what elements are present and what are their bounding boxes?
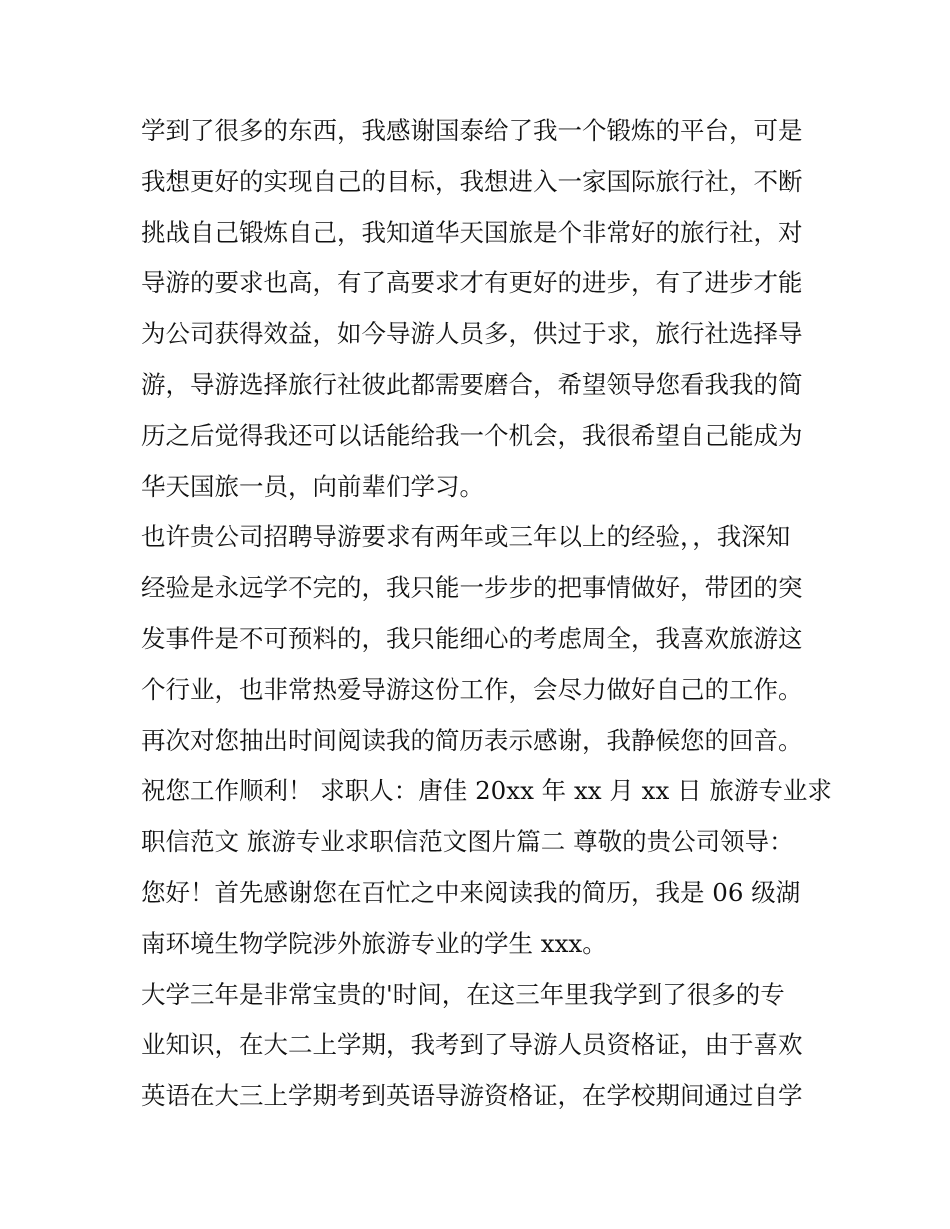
text-line: 华天国旅一员，向前辈们学习。 [141, 471, 484, 501]
text-line: 个行业，也非常热爱导游这份工作，会尽力做好自己的工作。 [141, 674, 803, 704]
text-line: 南环境生物学院涉外旅游专业的学生 xxx。 [141, 928, 607, 958]
text-line: 业知识，在大二上学期，我考到了导游人员资格证，由于喜欢 [141, 1030, 803, 1060]
text-line: 挑战自己锻炼自己，我知道华天国旅是个非常好的旅行社，对 [141, 217, 803, 247]
text-line: 发事件是不可预料的，我只能细心的考虑周全，我喜欢旅游这 [141, 623, 803, 653]
text-line: 职信范文 旅游专业求职信范文图片篇二 尊敬的贵公司领导： [141, 827, 794, 857]
text-line: 大学三年是非常宝贵的'时间，在这三年里我学到了很多的专 [141, 979, 785, 1009]
text-line: 游，导游选择旅行社彼此都需要磨合，希望领导您看我我的简 [141, 369, 803, 399]
text-line: 为公司获得效益，如今导游人员多，供过于求，旅行社选择导 [141, 319, 803, 349]
text-line: 学到了很多的东西，我感谢国泰给了我一个锻炼的平台，可是 [141, 116, 803, 145]
text-line: 您好！首先感谢您在百忙之中来阅读我的简历，我是 06 级湖 [141, 877, 801, 907]
text-line: 导游的要求也高，有了高要求才有更好的进步，有了进步才能 [141, 268, 803, 298]
text-line: 我想更好的实现自己的目标，我想进入一家国际旅行社，不断 [141, 166, 803, 196]
text-line: 历之后觉得我还可以话能给我一个机会，我很希望自己能成为 [141, 420, 803, 450]
text-line: 也许贵公司招聘导游要求有两年或三年以上的经验，，我深知 [141, 522, 791, 552]
text-line: 再次对您抽出时间阅读我的简历表示感谢，我静候您的回音。 [141, 725, 803, 755]
text-line: 祝您工作顺利！ 求职人：唐佳 20xx 年 xx 月 xx 日 旅游专业求 [141, 776, 832, 806]
text-line: 英语在大三上学期考到英语导游资格证，在学校期间通过自学 [141, 1081, 803, 1111]
letter-body [141, 106, 832, 1122]
text-line: 经验是永远学不完的，我只能一步步的把事情做好，带团的突 [141, 573, 803, 603]
